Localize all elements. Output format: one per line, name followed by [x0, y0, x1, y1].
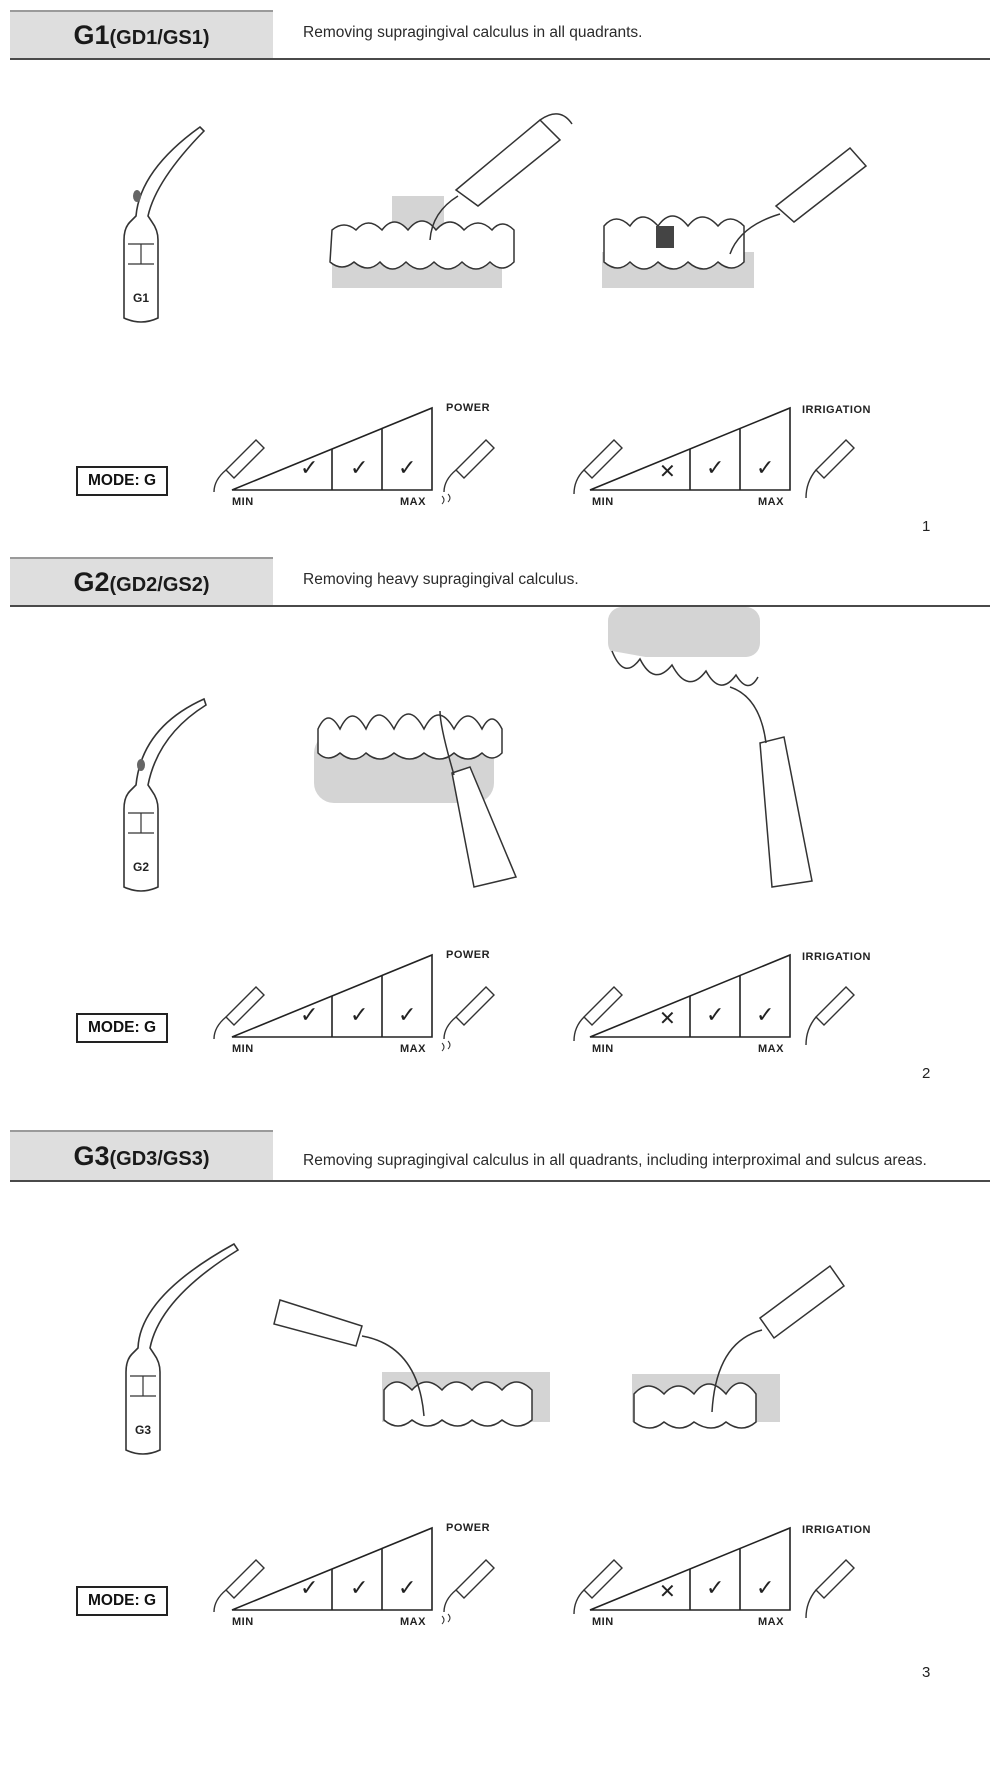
handpiece-max-icon	[806, 440, 854, 498]
irrigation-min-label: MIN	[592, 1043, 614, 1055]
handpiece-max-icon	[442, 987, 494, 1051]
teeth-illustration-1	[330, 114, 572, 288]
mark-check: ✓	[398, 455, 417, 480]
tip-label: G3	[134, 1423, 152, 1437]
page-number: 3	[922, 1664, 931, 1681]
power-max-label: MAX	[400, 1043, 426, 1055]
mark-check: ✓	[756, 1575, 775, 1600]
mark-cross: ✕	[659, 1008, 677, 1030]
mode-badge: MODE: G	[76, 1013, 168, 1043]
mark-check: ✓	[350, 1002, 369, 1027]
tip-code: G3	[73, 1141, 110, 1171]
irrigation-label: IRRIGATION	[802, 404, 871, 416]
teeth-illustration-1	[314, 711, 516, 887]
mark-check: ✓	[300, 1002, 319, 1027]
irrigation-min-label: MIN	[592, 1616, 614, 1628]
scaler-tip-icon	[124, 127, 204, 322]
irrigation-label: IRRIGATION	[802, 951, 871, 963]
mark-check: ✓	[398, 1575, 417, 1600]
tip-variants: (GD2/GS2)	[109, 574, 210, 596]
power-min-label: MIN	[232, 1616, 254, 1628]
teeth-illustration-2	[608, 607, 812, 887]
irrigation-max-label: MAX	[758, 496, 784, 508]
power-min-label: MIN	[232, 496, 254, 508]
page-number: 1	[922, 518, 931, 535]
mark-check: ✓	[300, 1575, 319, 1600]
irrigation-chart	[574, 955, 854, 1045]
mark-check: ✓	[300, 455, 319, 480]
scaler-tip-icon	[126, 1244, 238, 1454]
irrigation-label: IRRIGATION	[802, 1524, 871, 1536]
handpiece-max-icon	[806, 1560, 854, 1618]
irrigation-max-label: MAX	[758, 1616, 784, 1628]
handpiece-max-icon	[806, 987, 854, 1045]
tip-label: G1	[132, 291, 150, 305]
mode-badge: MODE: G	[76, 466, 168, 496]
mark-check: ✓	[756, 455, 775, 480]
teeth-illustration-2	[632, 1266, 844, 1428]
mark-check: ✓	[756, 1002, 775, 1027]
tip-code: G2	[73, 567, 110, 597]
mark-check: ✓	[706, 455, 725, 480]
mode-badge: MODE: G	[76, 1586, 168, 1616]
mark-check: ✓	[706, 1002, 725, 1027]
scaler-tip-icon	[124, 699, 206, 891]
section-description: Removing heavy supragingival calculus.	[303, 571, 579, 588]
teeth-illustration-2	[602, 148, 866, 288]
tip-label: G2	[132, 860, 150, 874]
irrigation-chart	[574, 408, 854, 498]
tip-variants: (GD1/GS1)	[109, 27, 210, 49]
handpiece-max-icon	[442, 1560, 494, 1624]
mark-cross: ✕	[659, 1581, 677, 1603]
tip-variants: (GD3/GS3)	[109, 1148, 210, 1170]
page-number: 2	[922, 1065, 931, 1082]
irrigation-max-label: MAX	[758, 1043, 784, 1055]
section-description: Removing supragingival calculus in all quadrants.	[303, 24, 643, 41]
mark-check: ✓	[706, 1575, 725, 1600]
power-max-label: MAX	[400, 496, 426, 508]
teeth-illustration-1	[274, 1300, 550, 1426]
handpiece-max-icon	[442, 440, 494, 504]
mark-check: ✓	[350, 1575, 369, 1600]
mark-cross: ✕	[659, 461, 677, 483]
mark-check: ✓	[398, 1002, 417, 1027]
power-max-label: MAX	[400, 1616, 426, 1628]
tip-section-g1	[0, 0, 1000, 560]
irrigation-min-label: MIN	[592, 496, 614, 508]
irrigation-chart	[574, 1528, 854, 1618]
tip-code: G1	[73, 20, 110, 50]
mark-check: ✓	[350, 455, 369, 480]
power-min-label: MIN	[232, 1043, 254, 1055]
power-label: POWER	[446, 402, 491, 414]
tip-section-g3	[0, 1120, 1000, 1680]
power-label: POWER	[446, 1522, 491, 1534]
tip-section-g2	[0, 547, 1000, 1107]
section-description: Removing supragingival calculus in all quadrants, including interproximal and sulcus areas.	[303, 1152, 927, 1169]
power-label: POWER	[446, 949, 491, 961]
